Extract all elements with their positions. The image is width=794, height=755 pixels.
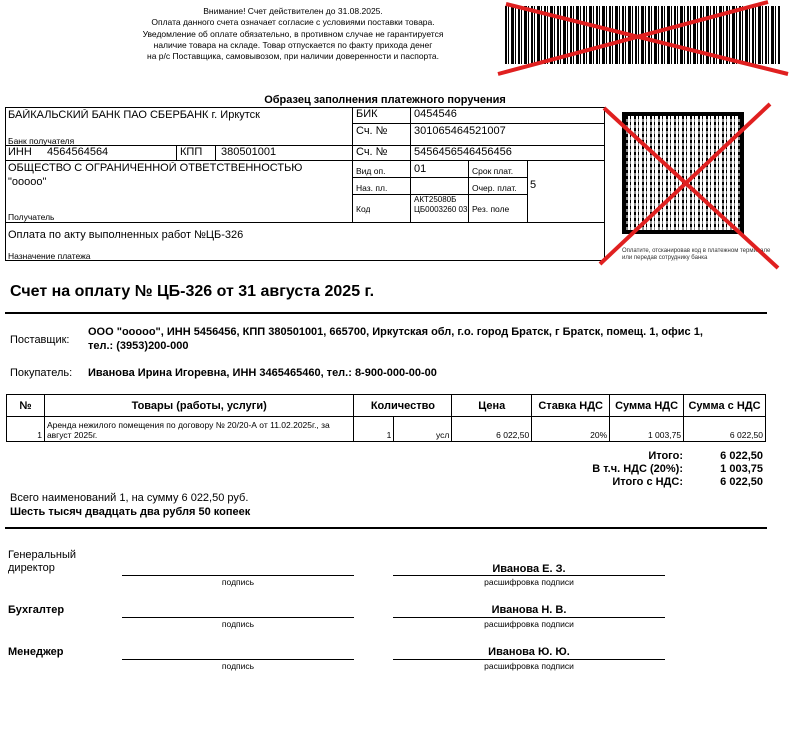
table-row: [7, 417, 766, 442]
total-with-vat-row: [523, 476, 763, 489]
notice-line: Уведомление об оплате обязательно, в противном случае не гарантируется: [142, 28, 444, 39]
col-quantity: Количество: [354, 395, 452, 417]
barcode-cross-out: [488, 0, 794, 80]
col-vat-rate: Ставка НДС: [532, 395, 610, 417]
total-value: 6 022,50: [720, 450, 763, 462]
pay-term-label: Срок плат.: [472, 166, 514, 176]
notice-line: Оплата данного счета означает согласие с условиями поставки товара.: [151, 17, 435, 28]
summary-divider: [5, 527, 767, 529]
validity-notice: [100, 6, 486, 62]
row-vat-rate: 20%: [532, 417, 610, 442]
corr-account-label: Сч. №: [356, 125, 388, 137]
invoice-title: Счет на оплату № ЦБ-326 от 31 августа 2025 г.: [10, 283, 375, 300]
notice-line: на р/с Поставщика, самовывозом, при наличии доверенности и паспорта.: [147, 51, 439, 62]
accountant-decode-caption: расшифровка подписи: [484, 619, 574, 629]
director-label: [8, 549, 76, 575]
total-row: [523, 450, 763, 463]
pay-order-value: 5: [530, 179, 537, 191]
manager-decode-caption: расшифровка подписи: [484, 661, 574, 671]
qr-cross-out: [596, 102, 786, 272]
accountant-name: Иванова Н. В.: [491, 604, 567, 616]
director-label-line: Генеральный: [8, 549, 77, 561]
bik-label: БИК: [356, 108, 378, 120]
buyer-value: Иванова Ирина Игоревна, ИНН 3465465460, тел.: 8-900-000-00-00: [88, 367, 437, 379]
table-header-row: [7, 395, 766, 417]
supplier-value: [88, 325, 768, 353]
kpp-value: 380501001: [221, 146, 277, 158]
supplier-line: ООО "ооооо", ИНН 5456456, КПП 380501001, 665700, Иркутская обл, г.о. город Братск, г Братск, помещ. 1, офис 1,: [88, 326, 703, 338]
row-total: 6 022,50: [684, 417, 766, 442]
op-type-value: 01: [414, 163, 427, 175]
code-value: АКТ25080Б ЦБ0003260 03: [414, 195, 468, 214]
corr-account-value: 301065464521007: [414, 125, 506, 137]
director-sign-caption: подпись: [221, 577, 255, 587]
manager-name: Иванова Ю. Ю.: [488, 646, 570, 658]
manager-label: Менеджер: [8, 646, 64, 658]
inn-value: 4564564564: [47, 146, 109, 158]
goods-table: [6, 394, 766, 442]
notice-line: Внимание! Счет действителен до 31.08.2025.: [203, 6, 383, 16]
accountant-sign-caption: подпись: [221, 619, 255, 629]
row-vat-sum: 1 003,75: [610, 417, 684, 442]
totals-block: [523, 450, 763, 489]
director-decode-caption: расшифровка подписи: [484, 577, 574, 587]
col-goods: Товары (работы, услуги): [44, 395, 353, 417]
total-label: Итого:: [648, 450, 683, 462]
col-number: №: [7, 395, 45, 417]
payment-purpose-label: Назначение платежа: [8, 251, 91, 261]
bank-name: БАЙКАЛЬСКИЙ БАНК ПАО СБЕРБАНК г. Иркутск: [8, 109, 260, 121]
purpose-code-label: Наз. пл.: [356, 183, 388, 193]
account-value: 5456456546456456: [414, 146, 512, 158]
title-divider: [5, 312, 767, 314]
supplier-line: тел.: (3953)200-000: [88, 340, 189, 352]
col-total: Сумма с НДС: [684, 395, 766, 417]
total-with-vat-value: 6 022,50: [720, 476, 763, 488]
inn-label: ИНН: [8, 146, 32, 158]
vat-label: В т.ч. НДС (20%):: [592, 463, 683, 475]
manager-sign-caption: подпись: [221, 661, 255, 671]
row-unit: усл: [394, 417, 452, 442]
accountant-sign-line: [122, 617, 354, 618]
supplier-label: Поставщик:: [10, 334, 70, 346]
accountant-label: Бухгалтер: [8, 604, 65, 616]
account-label: Сч. №: [356, 146, 388, 158]
recipient-label: Получатель: [8, 212, 55, 222]
reserve-label: Рез. поле: [472, 204, 510, 214]
buyer-label: Покупатель:: [10, 367, 73, 379]
director-label-line: директор: [8, 562, 55, 574]
bank-label: Банк получателя: [8, 136, 75, 146]
qr-caption: Оплатите, отсканировав код в платежном терминале или передав сотруднику банка: [622, 248, 771, 261]
recipient-name-short: "ооооо": [8, 176, 47, 188]
director-sign-line: [122, 575, 354, 576]
director-name: Иванова Е. З.: [492, 563, 566, 575]
amount-in-words: Шесть тысяч двадцать два рубля 50 копеек: [10, 506, 251, 518]
row-quantity: 1: [354, 417, 394, 442]
col-price: Цена: [452, 395, 532, 417]
recipient-name: ОБЩЕСТВО С ОГРАНИЧЕННОЙ ОТВЕТСТВЕННОСТЬЮ: [8, 162, 303, 174]
payment-order-grid: [5, 107, 605, 261]
op-type-label: Вид оп.: [356, 166, 386, 176]
payment-purpose: Оплата по акту выполненных работ №ЦБ-326: [8, 229, 244, 241]
manager-sign-line: [122, 659, 354, 660]
notice-line: наличие товара на складе. Товар отпускается по факту прихода денег: [153, 39, 433, 50]
row-number: 1: [7, 417, 45, 442]
row-goods-name: Аренда нежилого помещения по договору № 20/20-А от 11.02.2025г., за август 2025г.: [44, 417, 353, 442]
manager-decode-line: [393, 659, 665, 660]
kpp-label: КПП: [180, 146, 203, 158]
director-decode-line: [393, 575, 665, 576]
pay-order-label: Очер. плат.: [472, 183, 517, 193]
payment-order-title: Образец заполнения платежного поручения: [264, 94, 506, 106]
col-vat-sum: Сумма НДС: [610, 395, 684, 417]
accountant-decode-line: [393, 617, 665, 618]
vat-value: 1 003,75: [720, 463, 763, 475]
vat-row: [523, 463, 763, 476]
items-count-line: Всего наименований 1, на сумму 6 022,50 руб.: [10, 492, 249, 504]
bik-value: 0454546: [414, 108, 457, 120]
code-label: Код: [356, 204, 371, 214]
total-with-vat-label: Итого с НДС:: [612, 476, 683, 488]
row-price: 6 022,50: [452, 417, 532, 442]
